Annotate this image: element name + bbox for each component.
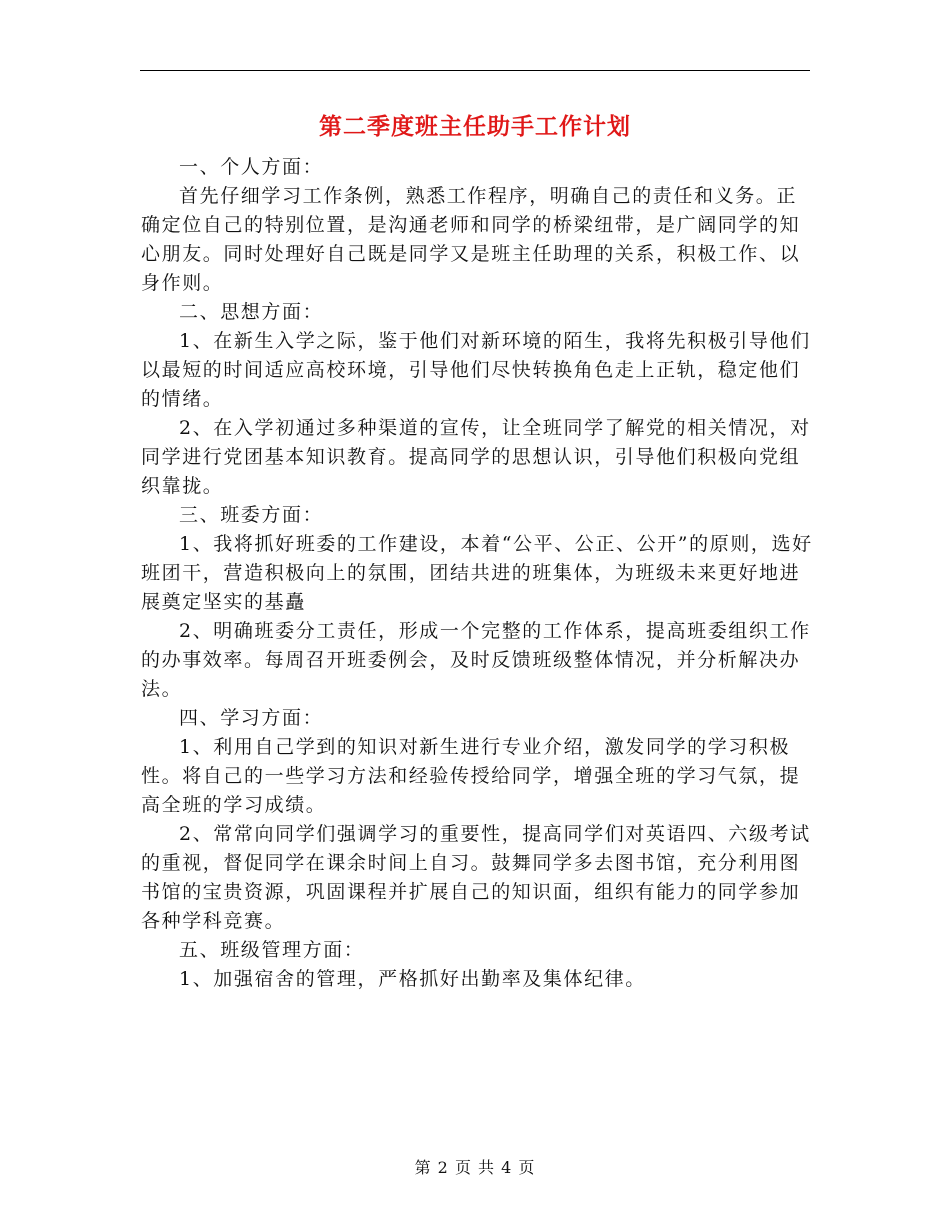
paragraph-thought-1: 1、在新生入学之际，鉴于他们对新环境的陌生，我将先积极引导他们以最短的时间适应高校环境，引导他们尽快转换角色走上正轨，稳定他们的情绪。 [141,330,811,410]
paragraph-personal: 首先仔细学习工作条例，熟悉工作程序，明确自己的责任和义务。正确定位自己的特别位置，是沟通老师和同学的桥梁纽带，是广阔同学的知心朋友。同时处理好自己既是同学又是班主任助理的关系，积极工作、以身作则。 [141,185,801,294]
paragraph-committee-1: 1、我将抓好班委的工作建设，本着“公平、公正、公开”的原则，选好班团干，营造积极向上的氛围，团结共进的班集体，为班级未来更好地进展奠定坚实的基矗 [141,533,813,613]
heading-committee: 三、班委方面： [179,504,324,526]
paragraph-study-2: 2、常常向同学们强调学习的重要性，提高同学们对英语四、六级考试的重视，督促同学在课余时间上自习。鼓舞同学多去图书馆，充分利用图书馆的宝贵资源，巩固课程并扩展自己的知识面，组织有能力的同学参加各种学科竞赛。 [141,823,811,932]
paragraph-thought-2: 2、在入学初通过多种渠道的宣传，让全班同学了解党的相关情况，对同学进行党团基本知识教育。提高同学的思想认识，引导他们积极向党组织靠拢。 [141,417,811,497]
page-footer: 第 2 页 共 4 页 [414,1158,536,1177]
paragraph-class-management-1: 1、加强宿舍的管理，严格抓好出勤率及集体纪律。 [179,968,646,990]
heading-study: 四、学习方面： [179,707,324,729]
heading-thought: 二、思想方面： [179,301,324,323]
document-body [141,153,813,994]
document-title: 第二季度班主任助手工作计划 [319,113,631,140]
paragraph-committee-2: 2、明确班委分工责任，形成一个完整的工作体系，提高班委组织工作的办事效率。每周召开班委例会，及时反馈班级整体情况，并分析解决办法。 [141,620,811,700]
paragraph-study-1: 1、利用自己学到的知识对新生进行专业介绍，激发同学的学习积极性。将自己的一些学习方法和经验传授给同学，增强全班的学习气氛，提高全班的学习成绩。 [141,736,801,816]
heading-personal: 一、个人方面： [179,156,324,178]
heading-class-management: 五、班级管理方面： [179,939,365,961]
header-rule [140,70,810,71]
